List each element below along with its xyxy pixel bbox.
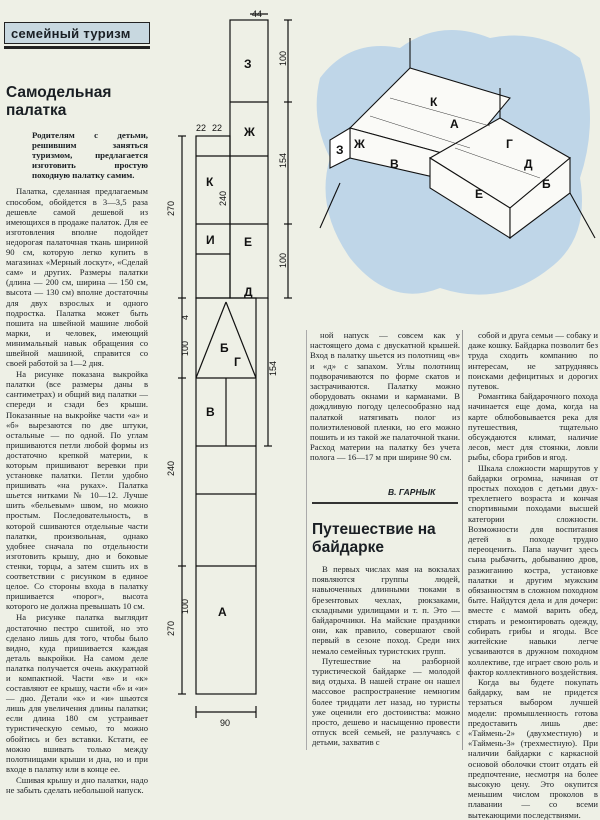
column-divider-left [306, 330, 307, 750]
article2-title: Путешествие на байдарке [312, 521, 436, 556]
piece-zh-label: Ж [244, 125, 255, 139]
article1-paragraph: На рисунке палатка выглядит достаточно пестро сшитой, но это сделано лишь для того, чтобы было видно, куда пришивается каждая деталь выкройки. На самом деле палатка получается очень аккуратной и компактной. Части «в» и «к» составляют ее крышу, части «б» и «и» — дно. Детали «к» и «и» шьются лишь для увеличения длины палатки; если длина 180 см устраивает туристическую семью, то можно обойтись и без вставки. Кстати, ее можно вшивать только между полотнищами крыши и дна, но и при входе в палатку или в конце ее. [6, 612, 148, 774]
article2-paragraph: Шкала сложности маршрутов у байдарки огромна, начиная от простых походов с детьми двух-трехлетнего возраста и кончая спортивными походами высшей категории сложности. Возможности для воспитания детей в походе трудно переоценить. Папа научит здесь сына рыбачить, добыванию дров, разжиганию костра, установке палатки и другим мужским обязанностям в сложном походном быте. Найдутся дела и для дочери: вместе с мамой варить обед, стирать и ремонтировать одежду, собирать грибы и ягоды. Все житейские навыки легче усваиваются в дружном походном коллективе, где играет свою роль и фактор коллективного воздействия. [468, 462, 598, 677]
dim-top: 44 [252, 9, 263, 19]
dim-270-upper: 270 [166, 200, 176, 216]
article1-continuation [310, 330, 460, 480]
pattern-strip-lower [196, 298, 256, 694]
article-separator [312, 502, 458, 504]
article1-lead: Родителям с детьми, решившим заняться туризмом, предлагается изготовить простую походную палатку самим. [32, 130, 148, 181]
tent-label-a: А [450, 117, 459, 131]
article1-paragraph: Сшивая крышу и дно палатки, надо не забыть сделать небольшой напуск. [6, 774, 148, 795]
article2-paragraph: Романтика байдарочного похода начинается еще дома, когда на карте облюбовывается река для путешествия, тщательно обсуждаются климат, наличие лесов, мест для стоянки, ловли рыбы, сбора грибов и ягод. [468, 391, 598, 463]
tent-label-v: В [390, 157, 399, 171]
article2-paragraph: собой и друга семьи — собаку и даже кошку. Байдарка позволит без труда сходить компанию по интересам, не затрудняясь поисками дефицитных и дорогих путевок. [468, 330, 598, 392]
article2-paragraph: Когда вы будете покупать байдарку, вам не придется терзаться выбором лучшей модели: промышленность готова предоставить лишь две: «Таймень-2» (двухместную) и «Таймень-3» (трехместную). При наличии байдарки с каркасной основой оболочки стоит отдать ей предпочтение, несмотря на более высокую цену. Это окупится меньшим числом проколов в плавании — со всеми вытекающими последствиями. [468, 676, 598, 820]
tent-label-e: Е [475, 187, 484, 201]
piece-b-label: Б [220, 341, 229, 355]
pattern-strip-mid [196, 136, 230, 298]
tent-illustration [310, 8, 600, 330]
tent-label-z: З [336, 143, 344, 157]
piece-a-label: А [218, 605, 227, 619]
piece-g-label: Г [234, 355, 241, 369]
piece-v-label: В [206, 405, 215, 419]
dim-22-right: 22 [212, 123, 223, 133]
article2-paragraph: В первых числах мая на вокзалах появляются группы людей, навьюченных длинными тюками в брезентовых чехлах, рюкзаками, складными удилищами и т. п. Это — байдарочники. На майские праздники они, как правило, совершают свой первый в сезоне поход. Среди них немало семейных туристских групп. [312, 564, 460, 656]
tent-label-b: Б [542, 177, 551, 191]
article2-column [312, 564, 460, 752]
header-rule [4, 46, 150, 49]
dim-240-upper: 240 [218, 190, 228, 206]
dim-100-bottom: 100 [180, 598, 190, 614]
tent-pattern-diagram [160, 6, 308, 742]
dim-100-left: 100 [180, 340, 190, 356]
tent-label-g: Г [506, 137, 513, 151]
article1-column [6, 84, 148, 795]
article1-paragraph: На рисунке показана выкройка палатки (все размеры даны в сантиметрах) и общий вид палатки — спереди и сзади без крыши. Показанные на выкройке части «а» и «б» вырезаются по две штуки, остальные — по одной. По углам пришиваются петли любой формы из достаточно крепкой материи, к которым пришивают веревки при установке палатки. Петли удобно пришивать «на руках». Палатка шьется нитками № 10—12. Лучше шить «бельевым» швом, но можно простым. Последовательность, в которой сшиваются отдельные части палатки, произвольная, однако удобнее сначала по отдельности изготовить крышу, дно и боковые стенки, торцы, а затем сшить их в соответствии с рисунком в единое целое. Со стороны входа в палатку пришивается «порог», высота которого не должна превышать 10 см. [6, 369, 148, 612]
article1-paragraph: Палатка, сделанная предлагаемым способом, обойдется в 3—3,5 раза дешевле самой дешевой из имеющихся в продаже палаток. Для ее изготовления вполне подойдет недорогая палаточная ткань шириной 90 см, которую легко купить в магазинах «Мерный лоскут», «Сделай сам» и других. Размеры палатки (длина — 200 см, ширина — 150 см, высота — 130 см) вполне достаточны для двух взрослых и одного подростка. Палатка может быть пошита на швейной машине любой марки, и человек, имеющий минимальный навык обращения со швейной машиной, справится со своей работой за 1—2 дня. [6, 186, 148, 369]
tent-label-d: Д [524, 157, 533, 171]
column-divider-right [462, 330, 463, 750]
piece-i-label: И [206, 233, 215, 247]
dim-22-left: 22 [196, 123, 207, 133]
article1-cont-text: ной напуск — совсем как у настоящего дома с двускатной крышей. Вход в палатку шьется из полотнищ «в» и «д» с запахом. Углы полотнищ подворачиваются по форме скатов и застрачиваются. Палатку можно оборудовать окнами и карманами. В дождливую погоду целесообразно над палаткой натягивать полог из полиэтиленовой пленки, но его можно пошить и из такой же палаточной ткани. Расход материи на палатку без учета полога — 16—17 м при ширине 90 см. [310, 330, 460, 463]
dim-154-lower: 154 [268, 360, 278, 376]
article1-author: В. ГАРНЫК [388, 487, 436, 497]
article2-paragraph: Путешествие на разборной туристической байдарке — молодой вид отдыха. В нашей стране он нашел массовое распространение немногим более тридцати лет назад, но туристы уже оценили его достоинства: можно просто, дешево и насыщенно провести отпуск всей семьей, не разлучаясь с детьми, захватив с [312, 655, 460, 748]
dim-4: 4 [180, 314, 190, 320]
piece-d-label: Д [244, 285, 253, 299]
section-header: семейный туризм [4, 22, 150, 44]
dim-100-top: 100 [278, 50, 288, 66]
dim-width: 90 [220, 718, 231, 728]
dim-270-lower: 270 [166, 620, 176, 636]
piece-z-label: З [244, 57, 252, 71]
dim-154-upper: 154 [278, 152, 288, 168]
piece-e-label: Е [244, 235, 253, 249]
article2-right-column [468, 330, 598, 820]
tent-label-zh: Ж [354, 137, 365, 151]
dim-240-lower: 240 [166, 460, 176, 476]
dim-100-mid: 100 [278, 252, 288, 268]
tent-label-k: К [430, 95, 438, 109]
article1-title: Самодельная палатка [6, 84, 112, 119]
piece-k-label: К [206, 175, 214, 189]
